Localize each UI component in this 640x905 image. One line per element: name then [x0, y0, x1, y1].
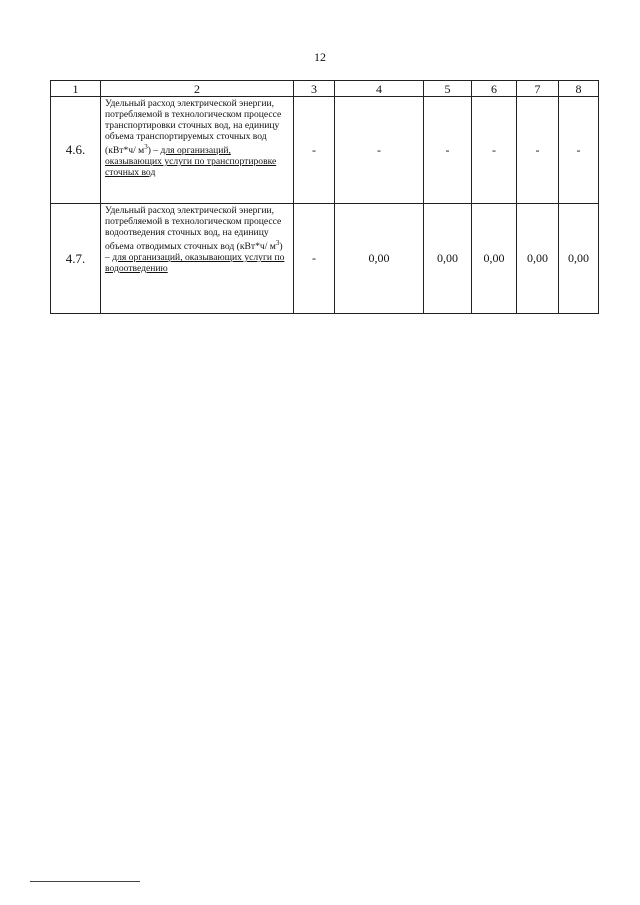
cell-value: - — [424, 97, 472, 204]
description-text: Удельный расход электрической энергии, потребляемой в технологическом процессе водоотведения сточных вод, на единицу объема отводимых сточных вод (кВт*ч/ м — [105, 205, 282, 253]
description-underlined: для организаций, оказывающих услуги по водоотведению — [105, 252, 285, 275]
description-text: ) – — [105, 241, 283, 264]
column-header: 8 — [559, 81, 599, 97]
indicators-table — [50, 80, 599, 314]
row-description — [101, 204, 294, 314]
column-header: 1 — [51, 81, 101, 97]
row-description — [101, 97, 294, 204]
column-header: 6 — [472, 81, 517, 97]
column-header: 7 — [517, 81, 559, 97]
column-header: 2 — [101, 81, 294, 97]
footnote-divider — [30, 881, 140, 882]
cell-value: 0,00 — [335, 204, 424, 314]
table-row — [51, 204, 599, 314]
cell-value: 0,00 — [472, 204, 517, 314]
cell-value: 0,00 — [559, 204, 599, 314]
description-underlined: для организаций, оказывающих услуги по транспортировке сточных вод — [105, 145, 277, 179]
cell-value: - — [294, 97, 335, 204]
row-number: 4.7. — [51, 204, 101, 314]
cell-value: - — [472, 97, 517, 204]
cell-value: - — [335, 97, 424, 204]
page-number: 12 — [314, 50, 326, 64]
table-row — [51, 97, 599, 204]
cell-value: - — [517, 97, 559, 204]
column-header: 5 — [424, 81, 472, 97]
cell-value: - — [559, 97, 599, 204]
column-header: 4 — [335, 81, 424, 97]
cell-value: 0,00 — [517, 204, 559, 314]
table-header-row — [51, 81, 599, 97]
cell-value: - — [294, 204, 335, 314]
description-text: Удельный расход электрической энергии, потребляемой в технологическом процессе транспортировки сточных вод, на единицу объема транспортируемых сточных вод (кВт*ч/ м — [105, 98, 282, 157]
column-header: 3 — [294, 81, 335, 97]
description-text: ) – — [147, 145, 161, 157]
cell-value: 0,00 — [424, 204, 472, 314]
superscript: 3 — [275, 239, 280, 247]
row-number: 4.6. — [51, 97, 101, 204]
superscript: 3 — [144, 143, 148, 151]
